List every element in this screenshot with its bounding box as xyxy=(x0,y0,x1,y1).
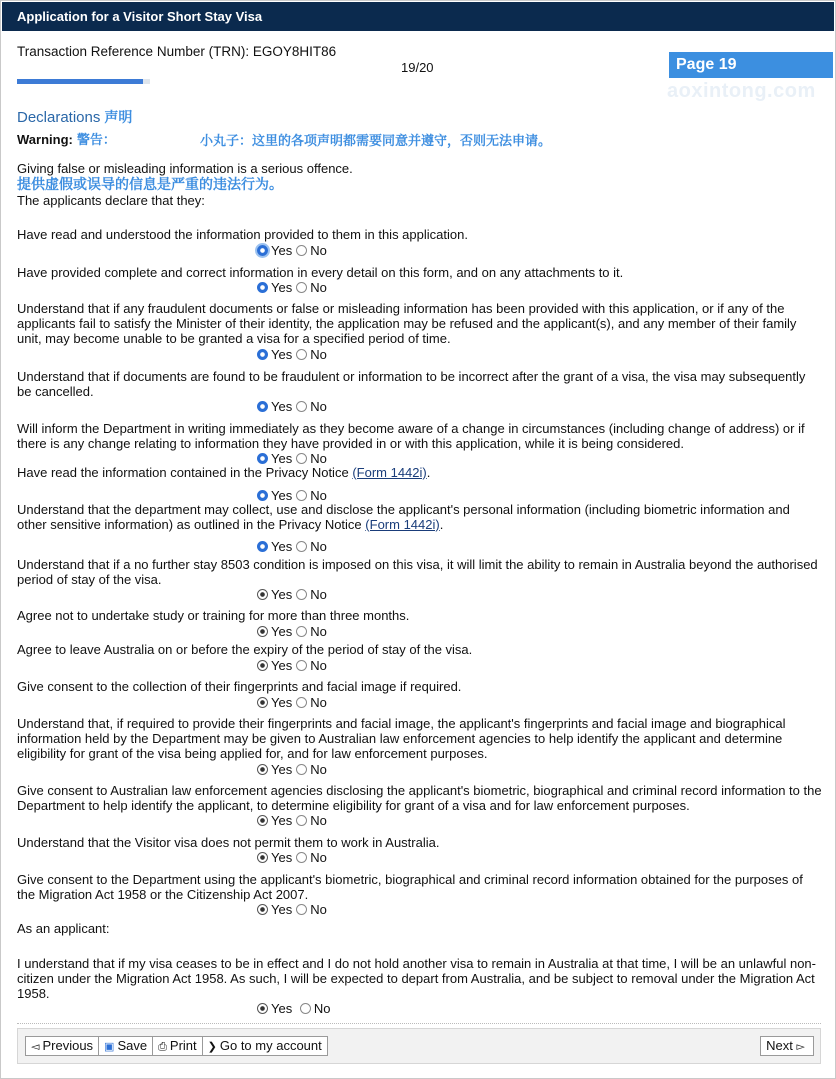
radio-yes-label: Yes xyxy=(271,813,293,828)
radio-no-label: No xyxy=(310,658,327,673)
radio-yes-final[interactable] xyxy=(257,1003,268,1014)
radio-no-label: No xyxy=(310,850,327,865)
declaration-text xyxy=(17,679,823,694)
declaration-text xyxy=(17,835,823,850)
radio-group xyxy=(257,399,327,414)
radio-no[interactable] xyxy=(296,490,307,501)
radio-yes[interactable] xyxy=(257,589,268,600)
title-bar xyxy=(2,2,834,31)
warning xyxy=(17,129,116,148)
declaration-text-end: . xyxy=(439,517,444,532)
save-label: Save xyxy=(117,1038,148,1053)
radio-group xyxy=(257,243,327,258)
radio-yes-label: Yes xyxy=(271,347,293,362)
go-to-account-button[interactable] xyxy=(202,1036,328,1056)
radio-yes-label: Yes xyxy=(271,1001,293,1016)
radio-no[interactable] xyxy=(296,626,307,637)
section-title-cn: 声明 xyxy=(104,109,133,125)
progress-fill xyxy=(17,79,143,84)
radio-yes[interactable] xyxy=(257,815,268,826)
radio-yes[interactable] xyxy=(257,904,268,915)
declaration-text-content: Understand that the Visitor visa does not permit them to work in Australia. xyxy=(17,835,440,850)
declaration-text xyxy=(17,716,823,761)
radio-no[interactable] xyxy=(296,764,307,775)
radio-yes-label: Yes xyxy=(271,280,293,295)
print-label: Print xyxy=(169,1038,197,1053)
radio-yes[interactable] xyxy=(257,245,268,256)
declaration-text-content: Give consent to the Department using the applicant's biometric, biographical and criminal record information obtained for the purposes of the Migration Act 1958 or the Citizenship Act 2007. xyxy=(17,872,803,902)
warning-label: Warning: xyxy=(17,132,73,147)
radio-yes[interactable] xyxy=(257,852,268,863)
divider xyxy=(17,1023,821,1024)
declaration-text-content: Will inform the Department in writing immediately as they become aware of a change in circumstances (including change of address) or if there is any change relating to information they have provided in or with this application, while it is being considered. xyxy=(17,421,805,451)
radio-yes-label: Yes xyxy=(271,399,293,414)
declaration-text xyxy=(17,872,823,902)
save-icon: ▣ xyxy=(104,1041,115,1053)
radio-no[interactable] xyxy=(296,541,307,552)
declaration-text xyxy=(17,783,823,813)
declaration-text xyxy=(17,465,823,480)
chevron-right-icon: ❯ xyxy=(207,1041,217,1053)
warning-cn: 警告： xyxy=(76,132,116,147)
radio-no[interactable] xyxy=(296,852,307,863)
print-icon: ⎙ xyxy=(158,1041,167,1053)
declaration-text xyxy=(17,265,823,280)
declaration-text xyxy=(17,369,823,399)
radio-yes-label: Yes xyxy=(271,695,293,710)
radio-group xyxy=(257,539,327,554)
print-button[interactable] xyxy=(152,1036,203,1056)
save-button[interactable] xyxy=(98,1036,153,1056)
radio-yes-label: Yes xyxy=(271,539,293,554)
intro-text-cn: 提供虚假或误导的信息是严重的违法行为。 xyxy=(17,176,283,192)
declaration-text-content: Give consent to the collection of their fingerprints and facial image if required. xyxy=(17,679,462,694)
radio-no[interactable] xyxy=(296,245,307,256)
radio-no[interactable] xyxy=(296,453,307,464)
radio-yes-label: Yes xyxy=(271,762,293,777)
page-indicator: 19/20 xyxy=(401,60,434,75)
radio-yes[interactable] xyxy=(257,626,268,637)
declaration-text xyxy=(17,227,823,242)
declaration-text xyxy=(17,502,823,532)
radio-no[interactable] xyxy=(296,904,307,915)
previous-label: Previous xyxy=(42,1038,94,1053)
account-label: Go to my account xyxy=(219,1038,322,1053)
radio-no-label: No xyxy=(310,347,327,362)
radio-no-label: No xyxy=(310,399,327,414)
radio-no[interactable] xyxy=(296,282,307,293)
radio-group xyxy=(257,488,327,503)
radio-yes[interactable] xyxy=(257,490,268,501)
declaration-text xyxy=(17,301,823,346)
radio-yes-label: Yes xyxy=(271,658,293,673)
radio-yes-label: Yes xyxy=(271,451,293,466)
radio-group xyxy=(257,762,327,777)
chevron-right-icon: ▻ xyxy=(796,1041,805,1053)
declaration-text-content: Have provided complete and correct information in every detail on this form, and on any attachments to it. xyxy=(17,265,624,280)
radio-yes-label: Yes xyxy=(271,624,293,639)
radio-yes-label: Yes xyxy=(271,488,293,503)
radio-yes-label: Yes xyxy=(271,850,293,865)
radio-no-label: No xyxy=(310,902,327,917)
radio-no-label: No xyxy=(310,451,327,466)
radio-group xyxy=(257,624,327,639)
radio-yes[interactable] xyxy=(257,764,268,775)
radio-no-label: No xyxy=(313,1001,331,1016)
radio-no[interactable] xyxy=(296,401,307,412)
radio-yes[interactable] xyxy=(257,401,268,412)
navigation-bar xyxy=(17,1028,821,1064)
radio-yes[interactable] xyxy=(257,282,268,293)
radio-group xyxy=(257,347,327,362)
radio-no-label: No xyxy=(310,587,327,602)
radio-group xyxy=(257,451,327,466)
radio-no-label: No xyxy=(310,624,327,639)
privacy-notice-link[interactable]: (Form 1442i) xyxy=(352,465,427,480)
watermark: aoxintong.com xyxy=(667,80,816,102)
declaration-text-content: Understand that, if required to provide their fingerprints and facial image, the applicant's fingerprints and facial image and biographical information held by the Department may be given to Australian law enforcement agencies to help identify the applicant and determine eligibility for grant of the visa being applied for, and for law enforcement purposes. xyxy=(17,716,786,761)
radio-no-label: No xyxy=(310,488,327,503)
declaration-text xyxy=(17,557,823,587)
declaration-text xyxy=(17,642,823,657)
radio-group xyxy=(257,902,327,917)
next-label: Next xyxy=(766,1038,793,1053)
as-applicant-label: As an applicant: xyxy=(17,921,110,936)
radio-group xyxy=(257,280,327,295)
radio-yes-label: Yes xyxy=(271,587,293,602)
declaration-text-content: Understand that the department may collect, use and disclose the applicant's personal information (including biometric information and other sensitive information) as outlined in the Privacy Notice xyxy=(17,502,790,532)
radio-no[interactable] xyxy=(296,660,307,671)
declaration-text-content: Give consent to Australian law enforcement agencies disclosing the applicant's biometric, biographical and criminal record information to the Department to help identify the applicant, to determine eligibility for grant of a visa and for law enforcement purposes. xyxy=(17,783,822,813)
radio-group xyxy=(257,658,327,673)
declaration-text-content: Have read and understood the information provided to them in this application. xyxy=(17,227,468,242)
radio-no[interactable] xyxy=(296,697,307,708)
declaration-text-content: Understand that if a no further stay 8503 condition is imposed on this visa, it will limit the ability to remain in Australia beyond the authorised period of stay of the visa. xyxy=(17,557,818,587)
radio-no-label: No xyxy=(310,539,327,554)
radio-no-final[interactable] xyxy=(300,1003,311,1014)
radio-no[interactable] xyxy=(296,815,307,826)
radio-group-final xyxy=(257,1001,330,1016)
declaration-text-content: Agree to leave Australia on or before the expiry of the period of stay of the visa. xyxy=(17,642,473,657)
declaration-text xyxy=(17,608,823,623)
chevron-left-icon: ◅ xyxy=(31,1041,40,1053)
radio-group xyxy=(257,813,327,828)
declaration-text-content: Agree not to undertake study or training for more than three months. xyxy=(17,608,410,623)
radio-group xyxy=(257,850,327,865)
radio-group xyxy=(257,695,327,710)
button-group xyxy=(25,1036,327,1056)
radio-no-label: No xyxy=(310,280,327,295)
intro-text: Giving false or misleading information is a serious offence. xyxy=(17,161,353,176)
radio-yes-label: Yes xyxy=(271,243,293,258)
radio-no-label: No xyxy=(310,762,327,777)
next-button[interactable] xyxy=(760,1036,814,1056)
radio-group xyxy=(257,587,327,602)
previous-button[interactable] xyxy=(25,1036,99,1056)
declaration-text-content: Understand that if documents are found to be fraudulent or information to be incorrect after the grant of a visa, the visa may subsequently be cancelled. xyxy=(17,369,806,399)
section-title-en: Declarations xyxy=(17,109,101,126)
page-badge-label: Page 19 xyxy=(676,56,737,73)
radio-no-label: No xyxy=(310,243,327,258)
declaration-text-content: Understand that if any fraudulent documents or false or misleading information has been provided with this application, or if any of the applicants fail to satisfy the Minister of their identity, the application may be refused and the applicant(s), and any member of their family unit, may become unable to be granted a visa for a specified period of time. xyxy=(17,301,797,346)
radio-no[interactable] xyxy=(296,349,307,360)
page-badge xyxy=(669,52,833,78)
declaration-text-content: Have read the information contained in the Privacy Notice xyxy=(17,465,349,480)
radio-yes[interactable] xyxy=(257,697,268,708)
radio-yes[interactable] xyxy=(257,541,268,552)
annotation-note: 小丸子：这里的各项声明都需要同意并遵守，否则无法申请。 xyxy=(200,133,552,148)
section-title xyxy=(17,107,132,127)
privacy-notice-link[interactable]: (Form 1442i) xyxy=(365,517,440,532)
page-title: Application for a Visitor Short Stay Visa xyxy=(17,9,263,24)
radio-yes[interactable] xyxy=(257,660,268,671)
radio-no-label: No xyxy=(310,813,327,828)
radio-yes[interactable] xyxy=(257,349,268,360)
radio-no[interactable] xyxy=(296,589,307,600)
progress-bar xyxy=(17,79,150,84)
declaration-text-end: . xyxy=(426,465,431,480)
radio-yes[interactable] xyxy=(257,453,268,464)
declaration-text xyxy=(17,421,823,451)
final-declaration-text: I understand that if my visa ceases to be in effect and I do not hold another visa to remain in Australia at that time, I will be an unlawful non-citizen under the Migration Act 1958. As such, I will be expected to depart from Australia, and be subject to removal under the Migration Act 1958. xyxy=(17,956,816,1001)
trn-label: Transaction Reference Number (TRN): EGOY8HIT86 xyxy=(17,44,337,59)
radio-no-label: No xyxy=(310,695,327,710)
intro-text-2: The applicants declare that they: xyxy=(17,193,205,208)
radio-yes-label: Yes xyxy=(271,902,293,917)
